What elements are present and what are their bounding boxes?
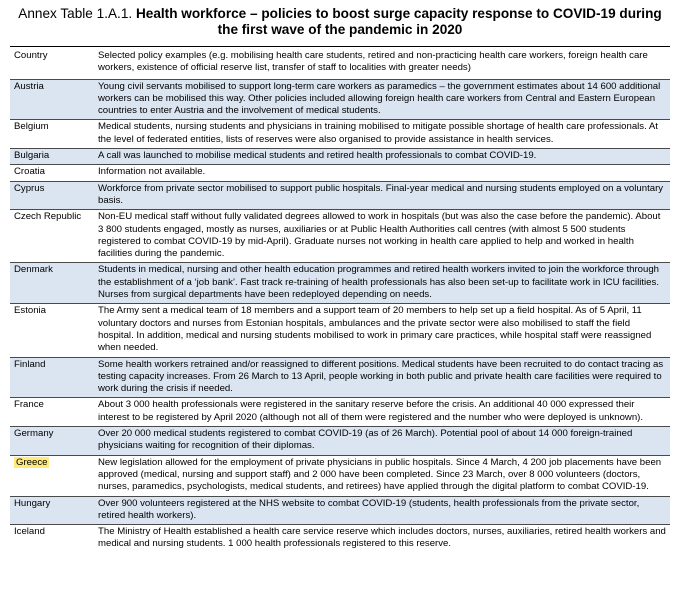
country-name: Austria — [14, 80, 44, 92]
country-cell — [10, 525, 94, 553]
table-row — [10, 149, 670, 165]
table-row — [10, 455, 670, 496]
table-header-row — [10, 47, 670, 80]
table-row — [10, 427, 670, 456]
table-row — [10, 120, 670, 149]
country-name: Cyprus — [14, 182, 45, 194]
policy-cell: The Ministry of Health established a health care service reserve which includes doctors, nurses, auxiliaries, retired health workers and medical and nursing students. 1 000 health professionals registered to this reserve. — [94, 525, 670, 553]
country-name: Estonia — [14, 305, 46, 317]
country-name: Bulgaria — [14, 150, 50, 162]
table-row — [10, 496, 670, 525]
table-row — [10, 525, 670, 553]
country-cell — [10, 210, 94, 263]
policy-table — [10, 46, 670, 553]
header-country: Country — [10, 47, 94, 80]
policy-cell: Over 900 volunteers registered at the NHS website to combat COVID-19 (students, health professionals from the private sector, retired health workers). — [94, 496, 670, 525]
country-name: Greece — [16, 456, 48, 468]
table-row — [10, 210, 670, 263]
country-cell — [10, 357, 94, 398]
country-cell — [10, 120, 94, 149]
table-row — [10, 357, 670, 398]
page-title — [8, 6, 672, 38]
table-row — [10, 304, 670, 357]
policy-cell: Workforce from private sector mobilised to support public hospitals. Final-year medical and nursing students employed on a voluntary basis. — [94, 181, 670, 210]
country-name: France — [14, 399, 44, 411]
policy-cell: About 3 000 health professionals were registered in the sanitary reserve before the crisis. An additional 40 000 expressed their interest to be registered by April 2020 (although not all of them were registered and the number who were deployed is unknown). — [94, 398, 670, 427]
table-row — [10, 398, 670, 427]
table-row — [10, 263, 670, 304]
country-cell — [10, 181, 94, 210]
table-row — [10, 165, 670, 181]
table-row — [10, 181, 670, 210]
country-name: Hungary — [14, 497, 51, 509]
table-row — [10, 79, 670, 120]
country-name: Finland — [14, 358, 46, 370]
country-name: Belgium — [14, 121, 49, 133]
table-title: Health workforce – policies to boost surge capacity response to COVID-19 during the first wave of the pandemic in 2020 — [135, 6, 662, 37]
country-cell — [10, 304, 94, 357]
country-cell — [10, 496, 94, 525]
country-name: Iceland — [14, 526, 45, 538]
header-policy: Selected policy examples (e.g. mobilising health care students, retired and non-practicing health care workers, foreign health care workers, existence of official reserve list, transfer of staff to localities with greater needs) — [94, 47, 670, 80]
country-name: Croatia — [14, 166, 45, 178]
country-name: Czech Republic — [14, 211, 82, 223]
policy-cell: Non-EU medical staff without fully validated degrees allowed to work in hospitals (but was also the case before the pandemic). About 3 800 students engaged, mostly as nurses, auxiliaries or at Public Health Authorities call centres (with almost 5 500 students registered to combat COVID-19 by mid-April). Graduate nurses not working in health care applied to help and worked in health facilities during the pandemic. — [94, 210, 670, 263]
country-cell — [10, 398, 94, 427]
country-cell — [10, 79, 94, 120]
policy-cell: Information not available. — [94, 165, 670, 181]
country-cell — [10, 427, 94, 456]
policy-cell: Students in medical, nursing and other health education programmes and retired health workers invited to join the workforce through the establishment of a ‘job bank’. Fast track re-training of health professionals has also been set-up to facilitate work in ICU facilities. Nurses from surgical departments have been redeployed depending on needs. — [94, 263, 670, 304]
policy-cell: The Army sent a medical team of 18 members and a support team of 20 members to help set up a field hospital. As of 5 April, 11 voluntary doctors and nurses from Estonian hospitals, ambulances and the private sector were also mobilised to staff the field hospital. In addition, medical and nursing students mobilised to work in primary care practices, while hospital staff were reassigned when needed. — [94, 304, 670, 357]
policy-cell: Over 20 000 medical students registered to combat COVID-19 (as of 26 March). Potential pool of about 14 000 foreign-trained physicians waiting for recognition of their diplomas. — [94, 427, 670, 456]
table-label: Annex Table 1.A.1. — [18, 6, 136, 21]
country-cell — [10, 149, 94, 165]
policy-cell: New legislation allowed for the employment of private physicians in public hospitals. Since 4 March, 4 200 job placements have been approved (medical, nursing and support staff) and 2 000 have been completed. Since 23 March, over 8 000 volunteers (doctors, nurses, paramedics, psychologists, medical students, and retirees) have applied through the digital platform to combat COVID-19. — [94, 455, 670, 496]
country-name: Germany — [14, 428, 54, 440]
policy-cell: Young civil servants mobilised to support long-term care workers as paramedics – the government estimates about 14 600 additional workers can be mobilised this way. Other policies included allowing foreign health care workers from Central and Eastern European countries to enter Austria and the involvement of medical students. — [94, 79, 670, 120]
policy-cell: Some health workers retrained and/or reassigned to different positions. Medical students have been recruited to do contact tracing as testing capacity increases. From 26 March to 13 April, people working in both public and private health care facilities were required to work during the crisis if needed. — [94, 357, 670, 398]
country-cell — [10, 165, 94, 181]
country-name: Denmark — [14, 264, 53, 276]
policy-cell: Medical students, nursing students and physicians in training mobilised to mitigate possible shortage of health care professionals. At the level of federated entities, lists of reserves were also organised to provide assistance in health services. — [94, 120, 670, 149]
country-cell — [10, 263, 94, 304]
policy-cell: A call was launched to mobilise medical students and retired health professionals to combat COVID-19. — [94, 149, 670, 165]
country-cell — [10, 455, 94, 496]
